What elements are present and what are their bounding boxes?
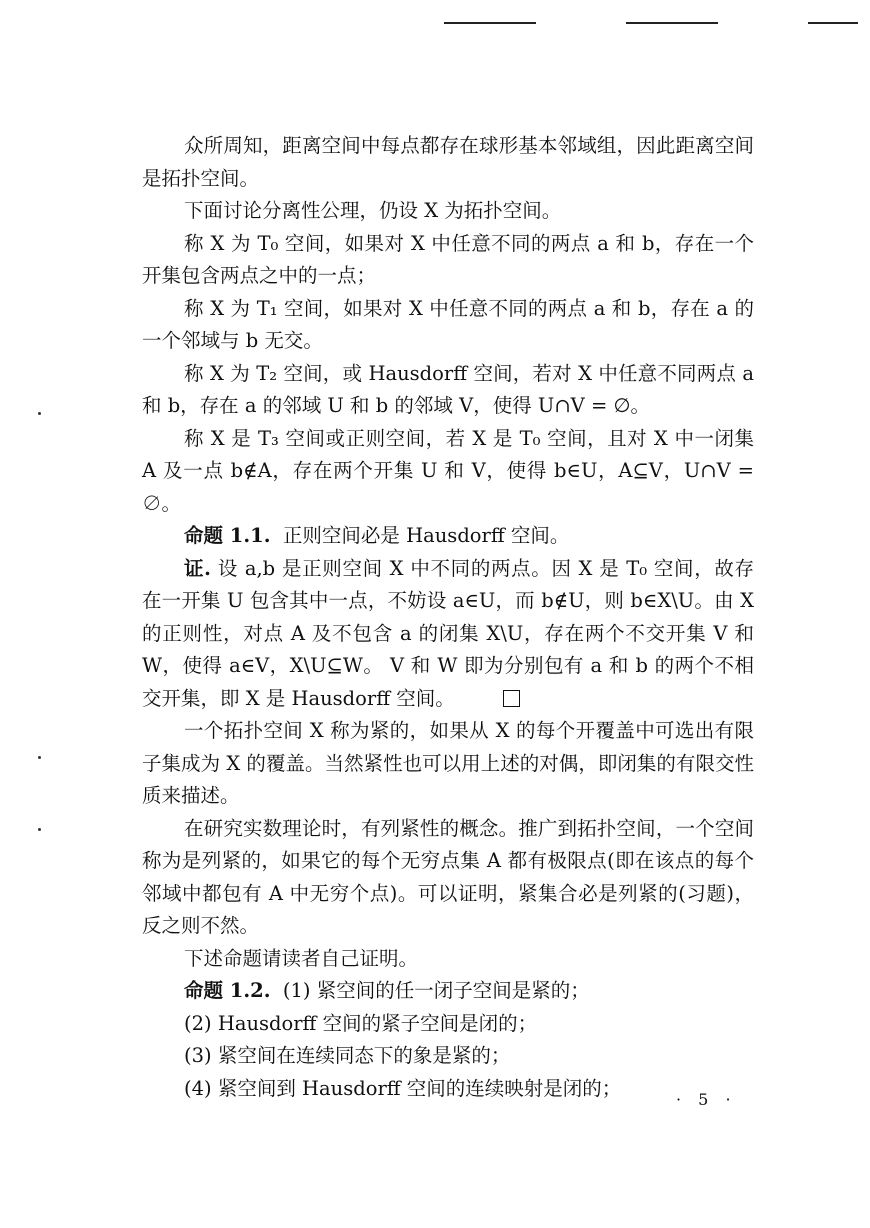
proposition-1-1 — [142, 520, 754, 553]
list-item: (1) 紧空间的任一闭子空间是紧的； — [282, 979, 590, 1002]
header-rule — [444, 22, 536, 24]
paragraph: 众所周知，距离空间中每点都存在球形基本邻域组，因此距离空间是拓扑空间。 — [142, 134, 754, 190]
list-item: (3) 紧空间在连续同态下的象是紧的； — [184, 1044, 511, 1067]
qed-box-icon — [503, 690, 520, 707]
definition-t3: 称 X 是 T₃ 空间或正则空间，若 X 是 T₀ 空间，且对 X 中一闭集 A 及一点 b∉A，存在两个开集 U 和 V，使得 b∈U，A⊆V，U∩V = ∅。 — [142, 426, 754, 515]
page-body — [142, 130, 754, 1105]
paragraph: 下面讨论分离性公理，仍设 X 为拓扑空间。 — [184, 199, 562, 222]
paragraph: 在研究实数理论时，有列紧性的概念。推广到拓扑空间，一个空间称为是列紧的，如果它的每个无穷点集 A 都有极限点(即在该点的每个邻域中都包有 A 中无穷个点)。可以证明，紧集合必是列紧的(习题)，反之则不然。 — [142, 816, 754, 937]
proof-text: 设 a,b 是正则空间 X 中不同的两点。因 X 是 T₀ 空间，故存在一开集 U 包含其中一点，不妨设 a∈U，而 b∉U，则 b∈X\U。由 X 的正则性，对点 A 及不包含 a 的闭集 X\U，存在两个不交开集 V 和 W，使得 a∈V，X\U⊆W。 V 和 W 即为分别包有 a 和 b 的两个不相交开集，即 X 是 Hausdorff 空间。 — [142, 556, 754, 710]
proposition-text: 正则空间必是 Hausdorff 空间。 — [282, 524, 570, 547]
scan-speck — [38, 828, 41, 831]
definition-t1: 称 X 为 T₁ 空间，如果对 X 中任意不同的两点 a 和 b，存在 a 的一个邻域与 b 无交。 — [142, 296, 754, 352]
list-item: (2) Hausdorff 空间的紧子空间是闭的； — [184, 1011, 538, 1035]
proposition-1-2 — [142, 975, 754, 1008]
proposition-label: 命题 1.1. — [184, 524, 271, 547]
header-rule — [626, 22, 718, 24]
scan-speck — [38, 756, 41, 759]
page-number: · 5 · — [676, 1090, 737, 1109]
scan-speck — [38, 412, 41, 415]
proposition-label: 命题 1.2. — [184, 979, 271, 1002]
list-item: (4) 紧空间到 Hausdorff 空间的连续映射是闭的； — [184, 1076, 622, 1100]
paragraph: 下述命题请读者自己证明。 — [184, 946, 419, 970]
proof — [142, 553, 754, 716]
paragraph: 一个拓扑空间 X 称为紧的，如果从 X 的每个开覆盖中可选出有限子集成为 X 的覆盖。当然紧性也可以用上述的对偶，即闭集的有限交性质来描述。 — [142, 719, 754, 807]
definition-t2: 称 X 为 T₂ 空间，或 Hausdorff 空间，若对 X 中任意不同两点 a 和 b，存在 a 的邻域 U 和 b 的邻域 V，使得 U∩V = ∅。 — [142, 361, 754, 417]
definition-t0: 称 X 为 T₀ 空间，如果对 X 中任意不同的两点 a 和 b，存在一个开集包含两点之中的一点； — [142, 231, 754, 287]
proof-label: 证. — [184, 556, 211, 580]
header-rule — [808, 22, 858, 24]
